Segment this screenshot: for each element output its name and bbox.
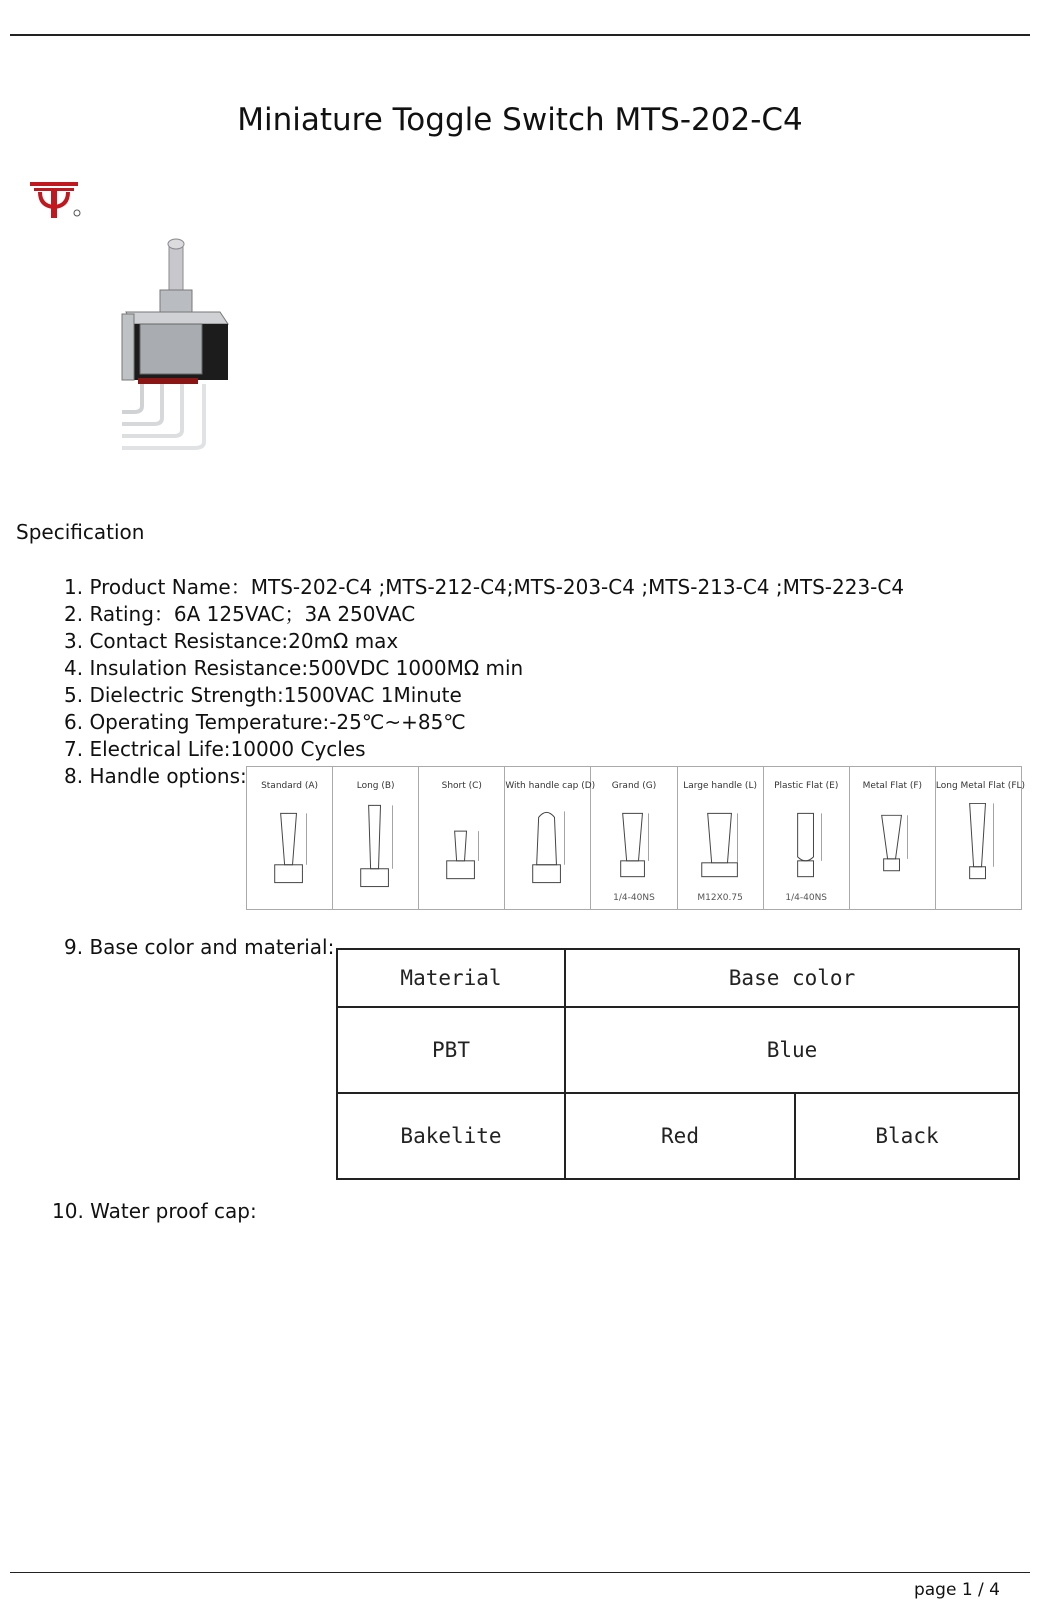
table-header-row <box>337 949 1019 1007</box>
handle-metal-flat-drawing <box>850 795 935 895</box>
cell-material-bakelite: Bakelite <box>337 1093 565 1179</box>
specification-heading: Specification <box>16 520 145 544</box>
handle-option-metal-flat <box>850 767 936 909</box>
handle-plastic-flat-drawing <box>764 795 849 895</box>
handle-option-label: With handle cap (D) <box>505 781 596 791</box>
handle-long-drawing <box>333 795 418 895</box>
handle-option-standard <box>247 767 333 909</box>
base-color-material-table <box>336 948 1020 1180</box>
handle-option-label: Plastic Flat (E) <box>774 781 839 791</box>
top-rule <box>10 34 1030 36</box>
cell-color-blue: Blue <box>565 1007 1019 1093</box>
cell-color-red: Red <box>565 1093 795 1179</box>
table-row <box>337 1093 1019 1179</box>
handle-option-label: Metal Flat (F) <box>862 781 923 791</box>
handle-option-long <box>333 767 419 909</box>
handle-grand-drawing <box>591 795 676 895</box>
spec-item-dielectric-strength: 5. Dielectric Strength:1500VAC 1Minute <box>64 683 462 707</box>
handle-thread-label: M12X0.75 <box>697 893 743 903</box>
handle-option-label: Standard (A) <box>261 781 319 791</box>
spec-item-insulation-resistance: 4. Insulation Resistance:500VDC 1000MΩ min <box>64 656 524 680</box>
handle-option-label: Long (B) <box>356 781 395 791</box>
handle-thread-label: 1/4-40NS <box>785 893 828 903</box>
page-number: page 1 / 4 <box>913 1580 1000 1600</box>
handle-option-short <box>419 767 505 909</box>
handle-option-plastic-flat <box>764 767 850 909</box>
table-row <box>337 1007 1019 1093</box>
handle-option-grand <box>591 767 677 909</box>
cell-material-pbt: PBT <box>337 1007 565 1093</box>
spec-item-electrical-life: 7. Electrical Life:10000 Cycles <box>64 737 366 761</box>
handle-large-drawing <box>678 795 763 895</box>
handle-option-large <box>678 767 764 909</box>
header-material: Material <box>337 949 565 1007</box>
page-title: Miniature Toggle Switch MTS-202-C4 <box>237 102 803 138</box>
spec-item-product-name: 1. Product Name：MTS-202-C4 ;MTS-212-C4;MTS-203-C4 ;MTS-213-C4 ;MTS-223-C4 <box>64 575 905 599</box>
handle-thread-label: 1/4-40NS <box>613 893 655 903</box>
handle-option-label: Short (C) <box>441 781 482 791</box>
spec-item-water-proof-cap: 10. Water proof cap: <box>52 1199 257 1223</box>
handle-option-label: Grand (G) <box>611 781 657 791</box>
handle-standard-drawing <box>247 795 332 895</box>
handle-with-cap-drawing <box>505 795 590 895</box>
handle-option-label: Large handle (L) <box>683 781 757 791</box>
spec-item-base-color: 9. Base color and material: <box>64 935 335 959</box>
handle-short-drawing <box>419 795 504 895</box>
handle-options-table <box>246 766 1026 910</box>
product-photo-toggle-switch <box>14 228 254 478</box>
cell-color-black: Black <box>795 1093 1019 1179</box>
handle-long-metal-flat-drawing <box>936 795 1021 895</box>
company-logo-icon <box>30 180 86 222</box>
handle-option-with-cap <box>505 767 596 909</box>
spec-item-operating-temperature: 6. Operating Temperature:-25℃~+85℃ <box>64 710 466 734</box>
spec-item-contact-resistance: 3. Contact Resistance:20mΩ max <box>64 629 399 653</box>
header-base-color: Base color <box>565 949 1019 1007</box>
spec-item-handle-options: 8. Handle options: <box>64 764 247 788</box>
handle-option-label: Long Metal Flat (FL) <box>935 781 1026 791</box>
spec-item-rating: 2. Rating：6A 125VAC；3A 250VAC <box>64 602 416 626</box>
bottom-rule <box>10 1572 1030 1573</box>
handle-option-long-metal-flat <box>935 767 1026 909</box>
